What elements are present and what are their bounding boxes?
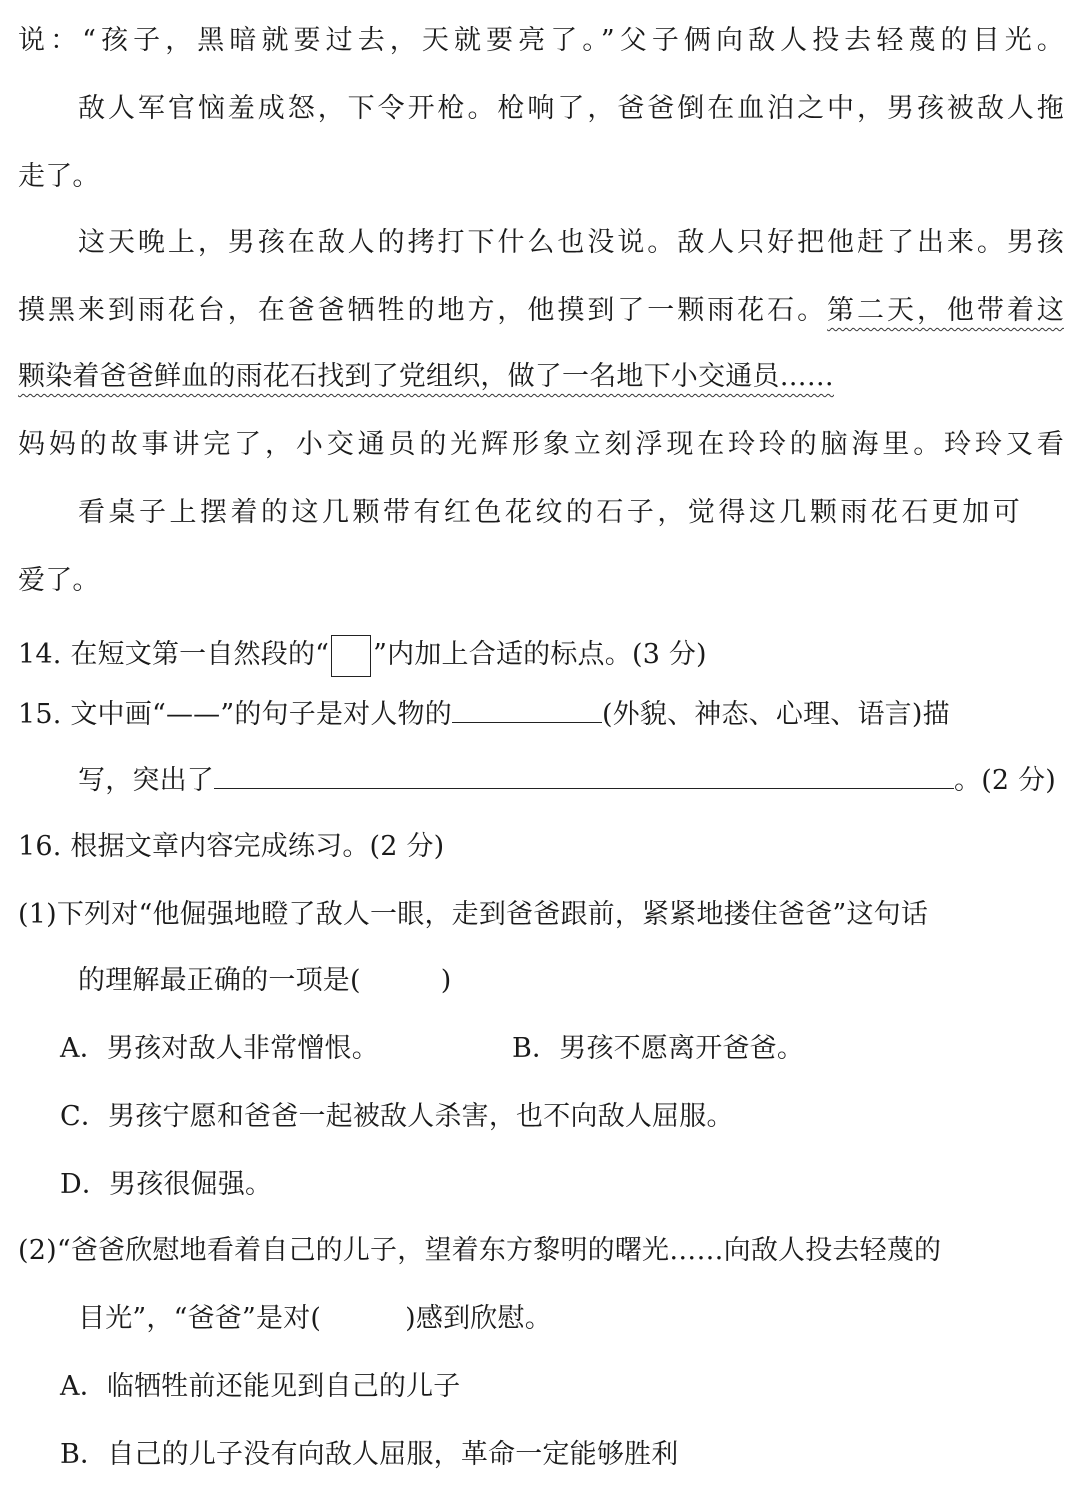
question-14 [18,630,707,680]
q16-sub1-close-paren: ) [440,965,452,996]
story-line-1: 说：“孩子，黑暗就要过去，天就要亮了。”父子俩向敌人投去轻蔑的目光。 [18,25,1064,56]
q16-sub1-line-2 [78,956,451,1006]
q15-text-b: (外貌、神态、心理、语言)描 [601,699,950,730]
q16-title: 根据文章内容完成练习。(2 分) [70,831,445,862]
question-15-line-2 [78,756,1056,806]
story-line-8: 看桌子上摆着的这几颗带有红色花纹的石子，觉得这几颗雨花石更加可 [78,497,1020,528]
q15-number: 15. [18,699,62,730]
q14-text-after: ”内加上合适的标点。(3 分) [373,639,707,670]
q16-sub1-option-d: D．男孩很倔强。 [60,1169,273,1200]
q16-sub2-option-b: B．自己的儿子没有向敌人屈服，革命一定能够胜利 [60,1439,679,1470]
q15-text-d: 。(2 分) [954,765,1057,796]
q16-number: 16. [18,831,62,862]
question-15-line-1 [18,690,950,740]
q16-sub1-option-a: A．男孩对敌人非常憎恨。 [60,1033,379,1064]
story-line-5 [18,286,1064,336]
story-line-2: 敌人军官恼羞成怒，下令开枪。枪响了，爸爸倒在血泊之中，男孩被敌人拖 [78,93,1064,124]
q15-answer-blank-1[interactable] [452,696,602,723]
story-line-9: 爱了。 [18,565,100,596]
q16-sub2-line-2 [78,1294,552,1344]
q16-sub1-option-b: B．男孩不愿离开爸爸。 [512,1033,805,1064]
q16-sub1-line-1: (1)下列对“他倔强地瞪了敌人一眼，走到爸爸跟前，紧紧地搂住爸爸”这句话 [18,899,929,930]
question-16 [18,822,444,872]
q14-text-before: 在短文第一自然段的“ [70,639,330,670]
q14-number: 14. [18,639,62,670]
q16-sub2-text-after: )感到欣慰。 [405,1303,552,1334]
q15-answer-blank-2[interactable] [214,762,954,789]
q15-text-a: 文中画“——”的句子是对人物的 [70,699,452,730]
story-line-3: 走了。 [18,161,100,192]
q16-sub2-line-1: (2)“爸爸欣慰地看着自己的儿子，望着东方黎明的曙光……向敌人投去轻蔑的 [18,1235,942,1266]
q15-text-c: 写，突出了 [78,765,214,796]
q16-sub1-option-c: C．男孩宁愿和爸爸一起被敌人杀害，也不向敌人屈服。 [60,1101,734,1132]
wavy-underlined-sentence-start: 第二天，他带着这 [827,295,1064,326]
story-line-7: 妈妈的故事讲完了，小交通员的光辉形象立刻浮现在玲玲的脑海里。玲玲又看 [18,429,1064,460]
story-line-6 [18,352,834,402]
q16-sub1-text: 的理解最正确的一项是( [78,965,361,996]
q16-sub2-text: 目光”，“爸爸”是对( [78,1303,322,1334]
wavy-underlined-sentence-end: 颗染着爸爸鲜血的雨花石找到了党组织，做了一名地下小交通员…… [18,361,834,392]
story-line-4: 这天晚上，男孩在敌人的拷打下什么也没说。敌人只好把他赶了出来。男孩 [78,227,1064,258]
q16-sub2-option-a: A．临牺牲前还能见到自己的儿子 [60,1371,461,1402]
story-line-5-plain: 摸黑来到雨花台，在爸爸牺牲的地方，他摸到了一颗雨花石。 [18,295,828,326]
punctuation-answer-box[interactable] [331,635,371,677]
